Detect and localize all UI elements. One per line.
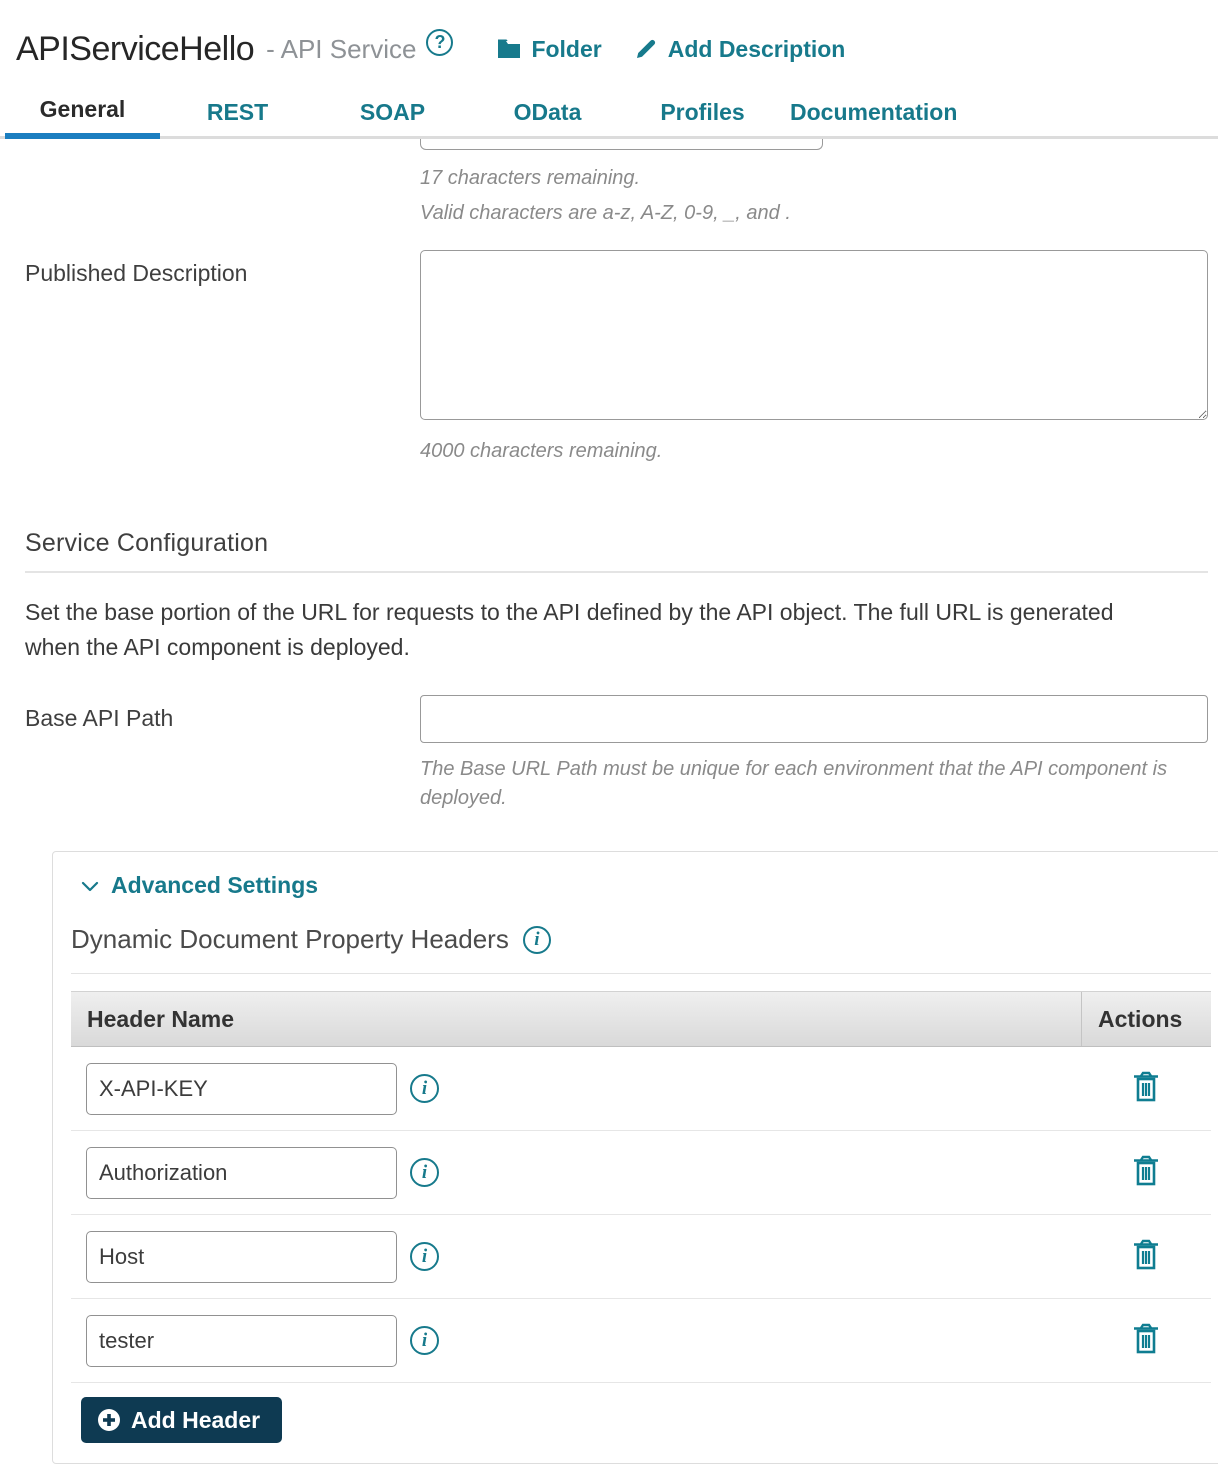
add-header-label: Add Header [131,1406,261,1433]
published-description-label: Published Description [25,260,248,286]
tab-documentation[interactable]: Documentation [790,99,958,125]
page-header [0,0,1218,90]
table-row [71,1215,1211,1299]
info-icon[interactable]: i [523,926,551,954]
add-header-button[interactable] [81,1397,282,1443]
folder-button[interactable] [497,36,601,63]
description-chars-remaining: 4000 characters remaining. [420,440,663,462]
base-api-path-label: Base API Path [25,705,174,731]
tab-odata[interactable]: OData [513,99,582,125]
info-icon[interactable]: i [410,1326,439,1355]
headers-table-header [71,991,1211,1047]
delete-header-button[interactable] [1132,1071,1160,1106]
column-actions: Actions [1081,992,1211,1046]
page-subtitle: - API Service [266,33,417,64]
dynamic-headers-title: Dynamic Document Property Headers [71,924,509,954]
page-title: APIServiceHello [16,29,255,68]
chevron-down-icon [81,881,99,893]
general-tab-content [0,139,1218,1464]
info-icon[interactable]: i [410,1242,439,1271]
delete-header-button[interactable] [1132,1239,1160,1274]
trash-icon [1132,1071,1160,1106]
delete-header-button[interactable] [1132,1155,1160,1190]
advanced-settings-card [52,851,1218,1464]
header-name-input[interactable] [86,1315,397,1367]
section-divider [25,571,1208,573]
header-name-input[interactable] [86,1231,397,1283]
trash-icon [1132,1155,1160,1190]
folder-icon [497,38,521,60]
trash-icon [1132,1239,1160,1274]
name-chars-remaining: 17 characters remaining. [420,167,641,189]
question-circle-icon[interactable]: ? [426,29,453,56]
header-name-input[interactable] [86,1063,397,1115]
tab-soap[interactable]: SOAP [359,99,426,125]
advanced-settings-toggle[interactable] [71,872,1211,899]
published-description-textarea[interactable] [420,250,1208,420]
add-description-label: Add Description [667,35,846,62]
plus-circle-icon [97,1408,121,1432]
tab-profiles[interactable]: Profiles [660,99,745,125]
info-icon[interactable]: i [410,1158,439,1187]
card-divider [71,973,1211,974]
column-header-name: Header Name [87,1005,235,1032]
service-configuration-heading: Service Configuration [25,529,269,557]
trash-icon [1132,1323,1160,1358]
name-valid-chars: Valid characters are a-z, A-Z, 0-9, _, and . [420,202,791,224]
table-row [71,1047,1211,1131]
info-icon[interactable]: i [410,1074,439,1103]
header-name-input[interactable] [86,1147,397,1199]
table-row [71,1299,1211,1383]
table-row [71,1131,1211,1215]
add-description-button[interactable] [634,36,846,63]
published-name-input-clipped[interactable] [420,139,823,150]
tab-bar [0,90,1218,139]
headers-table [71,991,1211,1383]
service-configuration-description: Set the base portion of the URL for requests to the API defined by the API object. The full URL is generated when the API component is deployed. [25,599,1114,660]
tab-rest[interactable]: REST [206,99,269,125]
pencil-icon [634,37,658,61]
base-api-path-input[interactable] [420,695,1208,743]
delete-header-button[interactable] [1132,1323,1160,1358]
base-api-path-help: The Base URL Path must be unique for each environment that the API component is deployed. [420,758,1168,809]
tab-general[interactable]: General [5,96,160,139]
advanced-settings-label: Advanced Settings [111,872,319,898]
folder-label: Folder [531,35,602,62]
